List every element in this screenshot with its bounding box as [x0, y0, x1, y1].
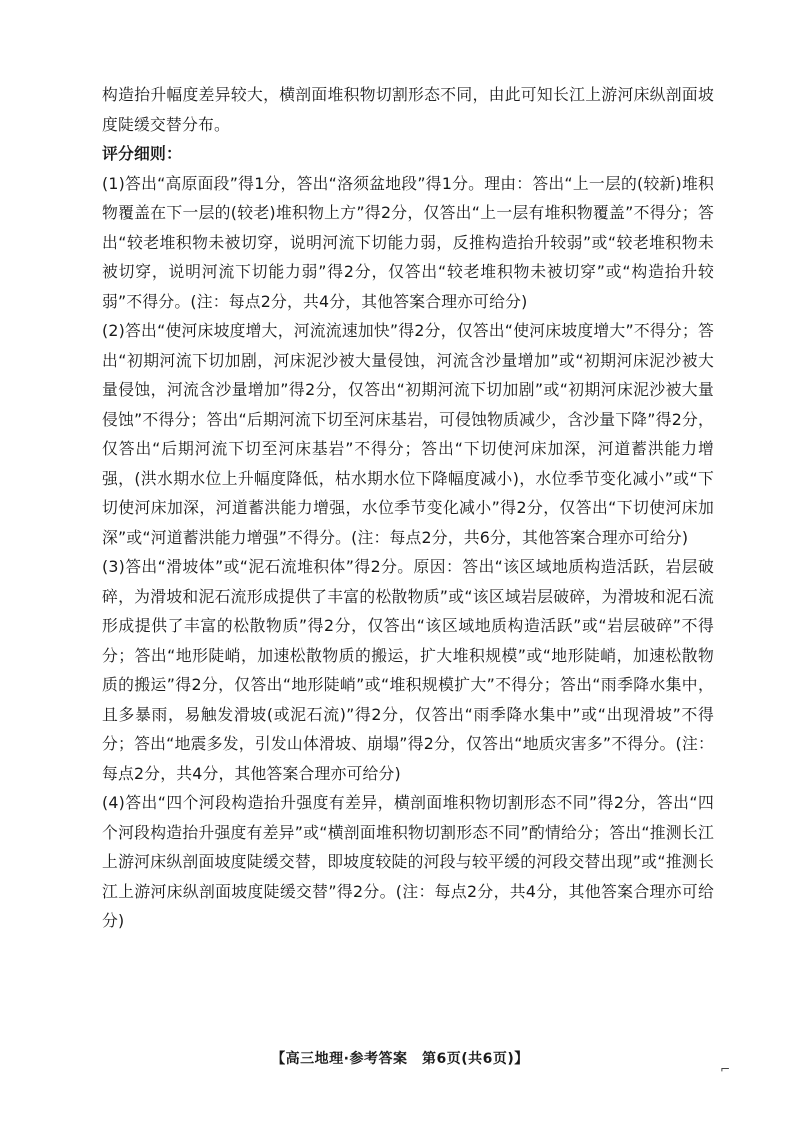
document-body: [102, 80, 714, 936]
answer-4-paragraph: (4)答出“四个河段构造抬升强度有差异，横剖面堆积物切割形态不同”得2分，答出“四个河段构造抬升强度有差异”或“横剖面堆积物切割形态不同”酌情给分；答出“推测长江上游河床纵剖面坡度陡缓交替，即坡度较陡的河段与较平缓的河段交替出现”或“推测长江上游河床纵剖面坡度陡缓交替”得2分。(注：每点2分，共4分，其他答案合理亦可给分): [102, 793, 714, 930]
answer-1-paragraph: (1)答出“高原面段”得1分，答出“洛须盆地段”得1分。理由：答出“上一层的(较新)堆积物覆盖在下一层的(较老)堆积物上方”得2分，仅答出“上一层有堆积物覆盖”不得分；答出“较老堆积物未被切穿，说明河流下切能力弱，反推构造抬升较弱”或“较老堆积物未被切穿，说明河流下切能力弱”得2分，仅答出“较老堆积物未被切穿”或“构造抬升较弱”不得分。(注：每点2分，共4分，其他答案合理亦可给分): [102, 173, 714, 311]
page-footer: 【高三地理·参考答案 第6页(共6页)】: [271, 1051, 529, 1067]
answer-3-paragraph: (3)答出“滑坡体”或“泥石流堆积体”得2分。原因：答出“该区域地质构造活跃，岩层破碎，为滑坡和泥石流形成提供了丰富的松散物质”或“该区域岩层破碎，为滑坡和泥石流形成提供了丰富的松散物质”得2分，仅答出“该区域地质构造活跃”或“岩层破碎”不得分；答出“地形陡峭，加速松散物质的搬运，扩大堆积规模”或“地形陡峭，加速松散物质的搬运”得2分，仅答出“地形陡峭”或“堆积规模扩大”不得分；答出“雨季降水集中，且多暴雨，易触发滑坡(或泥石流)”得2分，仅答出“雨季降水集中”或“出现滑坡”不得分；答出“地震多发，引发山体滑坡、崩塌”得2分，仅答出“地质灾害多”不得分。(注：每点2分，共4分，其他答案合理亦可给分): [102, 557, 714, 783]
intro-paragraph: 构造抬升幅度差异较大，横剖面堆积物切割形态不同，由此可知长江上游河床纵剖面坡度陡缓交替分布。: [102, 85, 714, 134]
answer-2-paragraph: (2)答出“使河床坡度增大，河流流速加快”得2分，仅答出“使河床坡度增大”不得分；答出“初期河流下切加剧，河床泥沙被大量侵蚀，河流含沙量增加”或“初期河床泥沙被大量侵蚀，河流含沙量增加”得2分，仅答出“初期河流下切加剧”或“初期河床泥沙被大量侵蚀”不得分；答出“后期河流下切至河床基岩，可侵蚀物质减少，含沙量下降”得2分，仅答出“后期河流下切至河床基岩”不得分；答出“下切使河床加深，河道蓄洪能力增强，(洪水期水位上升幅度降低，枯水期水位下降幅度减小)，水位季节变化减小”或“下切使河床加深，河道蓄洪能力增强，水位季节变化减小”得2分，仅答出“下切使河床加深”或“河道蓄洪能力增强”不得分。(注：每点2分，共6分，其他答案合理亦可给分): [102, 321, 714, 547]
scoring-rules-heading: 评分细则：: [102, 144, 182, 163]
corner-mark: ⌐: [720, 1062, 731, 1076]
